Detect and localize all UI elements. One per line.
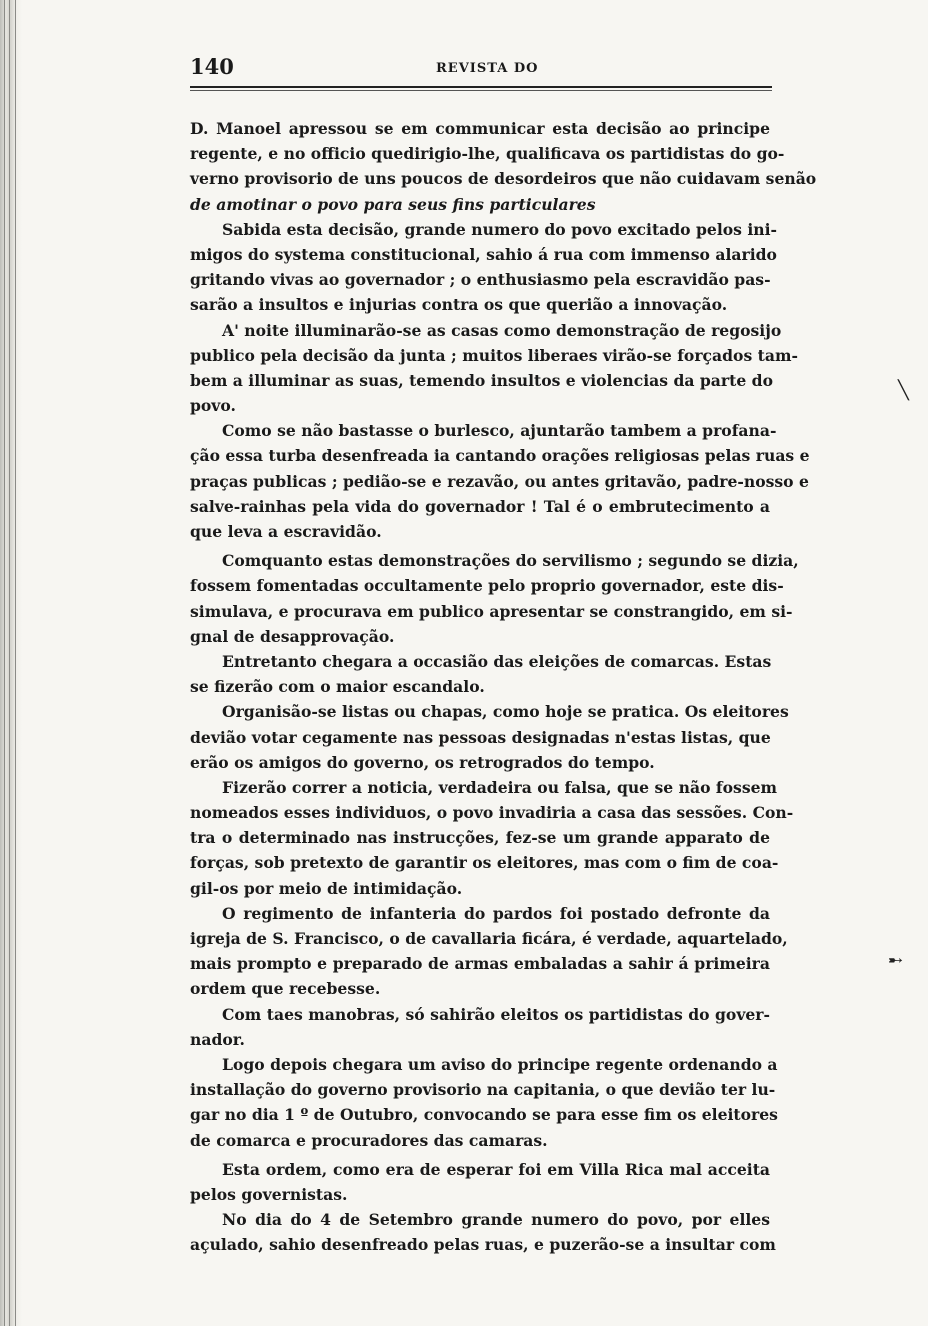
paragraph	[190, 901, 788, 1002]
margin-mark: ╲	[898, 380, 909, 401]
binding-line	[15, 0, 16, 1326]
page-header	[190, 54, 772, 84]
text-line: forças, sob pretexto de garantir os eleitores, mas com o fim de coa-	[190, 853, 779, 873]
text-line: se fizerão com o maior escandalo.	[190, 677, 485, 697]
paragraph	[190, 649, 770, 699]
paragraph	[190, 318, 798, 419]
paragraph	[190, 418, 810, 544]
text-line: gritando vivas ao governador ; o enthusiasmo pela escravidão pas-	[190, 270, 771, 290]
text-line: D. Manoel apressou se em communicar esta decisão ao principe	[190, 119, 770, 138]
text-line: No dia do 4 de Setembro grande numero do povo, por elles	[222, 1210, 770, 1230]
text-line: de amotinar o povo para seus fins particulares	[190, 194, 596, 214]
margin-mark: ➸	[888, 950, 904, 971]
text-line: gnal de desapprovação.	[190, 626, 395, 646]
text-line: gar no dia 1 º de Outubro, convocando se para esse fim os eleitores	[190, 1105, 778, 1125]
paragraph	[190, 116, 817, 217]
text-line: Comquanto estas demonstrações do servilismo ; segundo se dizia,	[222, 551, 799, 571]
text-line: bem a illuminar as suas, temendo insultos e violencias da parte do	[190, 370, 773, 390]
text-line: mais prompto e preparado de armas embaladas a sahir á primeira	[190, 954, 770, 974]
text-line: O regimento de infanteria do pardos foi postado defronte da	[222, 903, 770, 923]
text-line: Entretanto chegara a occasião das eleições de comarcas. Estas	[222, 651, 772, 671]
page-number: 140	[190, 54, 234, 79]
binding-line	[4, 0, 5, 1326]
text-line: nador.	[190, 1029, 245, 1049]
text-line: migos do systema constitucional, sahio á rua com immenso alarido	[190, 244, 777, 264]
binding-line	[9, 0, 10, 1326]
text-line: regente, e no officio quedirigio-lhe, qualificava os partidistas do go-	[190, 144, 785, 164]
paragraph	[190, 217, 778, 318]
running-head: REVISTA DO	[436, 61, 539, 76]
text-line: simulava, e procurava em publico apresentar se constrangido, em si-	[190, 601, 793, 621]
text-line: que leva a escravidão.	[190, 522, 382, 541]
text-line: igreja de S. Francisco, o de cavallaria ficára, é verdade, aquartelado,	[190, 929, 788, 948]
text-line: Organisão-se listas ou chapas, como hoje se pratica. Os eleitores	[222, 702, 789, 722]
text-line: fossem fomentadas occultamente pelo proprio governador, este dis-	[190, 576, 784, 596]
text-line: Logo depois chegara um aviso do principe regente ordenando a	[222, 1054, 778, 1074]
text-line: A' noite illuminarão-se as casas como demonstração de regosijo	[222, 320, 782, 340]
paragraph	[190, 1157, 770, 1207]
text-line: erão os amigos do governo, os retrogrados do tempo.	[190, 752, 655, 772]
text-line: sarão a insultos e injurias contra os que querião a innovação.	[190, 295, 728, 315]
paragraph	[190, 1052, 778, 1153]
text-line: nomeados esses individuos, o povo invadiria a casa das sessões. Con-	[190, 803, 794, 823]
paragraph	[190, 1002, 770, 1052]
paragraph	[190, 699, 789, 775]
text-line: publico pela decisão da junta ; muitos liberaes virão-se forçados tam-	[190, 345, 798, 365]
text-line: açulado, sahio desenfreado pelas ruas, e puzerão-se a insultar com	[190, 1235, 776, 1255]
header-rule	[190, 86, 772, 88]
body-text	[190, 116, 817, 1257]
text-line: gil-os por meio de intimidação.	[190, 878, 463, 898]
text-line: Com taes manobras, só sahirão eleitos os partidistas do gover-	[222, 1004, 770, 1024]
header-rule-thin	[190, 90, 772, 91]
text-line: Fizerão correr a noticia, verdadeira ou falsa, que se não fossem	[222, 777, 778, 797]
text-line: praças publicas ; pedião-se e rezavão, ou antes gritavão, padre-nosso e	[190, 471, 809, 491]
text-line: Esta ordem, como era de esperar foi em Villa Rica mal acceita	[222, 1159, 770, 1179]
paragraph	[190, 775, 794, 901]
paragraph	[190, 548, 799, 649]
text-line: povo.	[190, 396, 236, 416]
text-line: Como se não bastasse o burlesco, ajuntarão tambem a profana-	[222, 421, 777, 441]
text-line: pelos governistas.	[190, 1184, 348, 1204]
paragraph	[190, 1207, 776, 1257]
text-line: tra o determinado nas instrucções, fez-se um grande apparato de	[190, 828, 770, 848]
text-line: Sabida esta decisão, grande numero do povo excitado pelos ini-	[222, 219, 778, 239]
text-line: devião votar cegamente nas pessoas designadas n'estas listas, que	[190, 727, 771, 747]
text-line: de comarca e procuradores das camaras.	[190, 1130, 548, 1150]
text-line: ção essa turba desenfreada ia cantando orações religiosas pelas ruas e	[190, 446, 810, 466]
text-line: installação do governo provisorio na capitania, o que devião ter lu-	[190, 1080, 776, 1100]
text-line: ordem que recebesse.	[190, 979, 381, 999]
text-line: salve-rainhas pela vida do governador ! Tal é o embrutecimento a	[190, 496, 770, 516]
text-line: verno provisorio de uns poucos de desordeiros que não cuidavam senão	[190, 169, 817, 189]
